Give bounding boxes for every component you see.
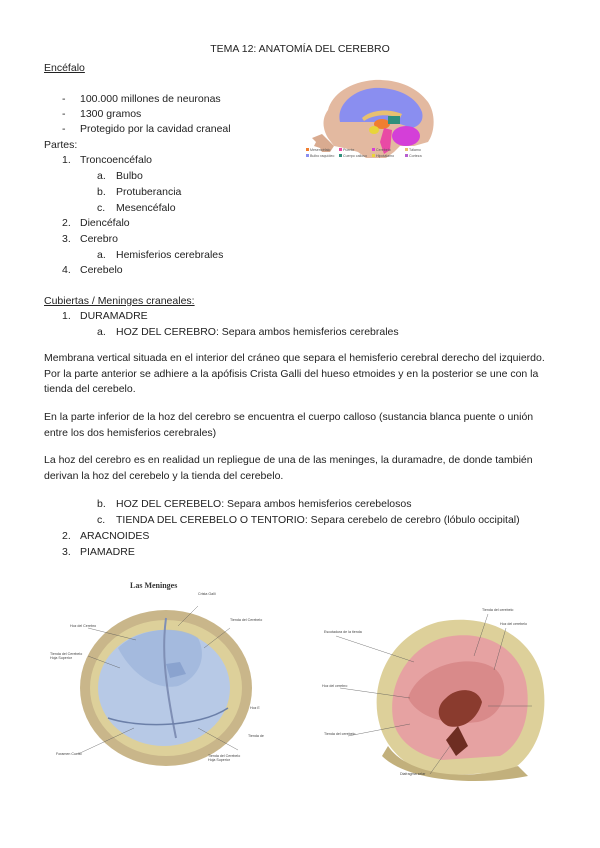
figure-label: Hoz del cerebro [322, 684, 348, 688]
list-subitem: Hemisferios cerebrales [116, 249, 224, 261]
figure-label: Tienda del cerebelo [482, 608, 514, 612]
legend-item: Tálamo [405, 148, 438, 153]
list-subitem: TIENDA DEL CEREBELO O TENTORIO: Separa cerebelo de cerebro (lóbulo occipital) [116, 514, 520, 526]
bullet-dash: - [62, 123, 66, 135]
legend-swatch-icon [339, 154, 342, 157]
hypothalamus-region [369, 126, 379, 134]
list-letter: b. [97, 498, 106, 510]
figure-label: Tienda del Cerebelo Hoja Superior [50, 652, 83, 660]
list-item-part: Cerebro [80, 233, 118, 245]
figure-label: Escotadura de la tienda [324, 630, 362, 634]
fact-item: Protegido por la cavidad craneal [80, 123, 231, 135]
parts-label: Partes: [44, 139, 78, 151]
legend-item: Cuerpo calloso [339, 154, 372, 159]
list-number: 4. [62, 264, 71, 276]
list-subitem: Mesencéfalo [116, 202, 176, 214]
figure-label: Tienda del cerebelo [324, 732, 356, 736]
list-letter: a. [97, 170, 106, 182]
list-number: 3. [62, 233, 71, 245]
legend-swatch-icon [306, 148, 309, 151]
legend-item: Corteza [405, 154, 438, 159]
paragraph: En la parte inferior de la hoz del cerebro se encuentra el cuerpo calloso (sustancia blanca puente o unión entre los dos hemisferios cerebrales) [44, 411, 534, 439]
brain-sagittal-figure [304, 72, 444, 164]
list-subitem: HOZ DEL CEREBELO: Separa ambos hemisferios cerebelosos [116, 498, 412, 510]
figure-label: Tienda del Cerebelo Hoja Superior [208, 754, 241, 762]
list-subitem: Protuberancia [116, 186, 182, 198]
page-title: TEMA 12: ANATOMÍA DEL CEREBRO [210, 43, 390, 55]
list-letter: c. [97, 514, 106, 526]
figure-label: Hoz del Cerebro [70, 624, 97, 628]
list-letter: a. [97, 249, 106, 261]
list-number: 2. [62, 217, 71, 229]
legend-swatch-icon [372, 154, 375, 157]
list-letter: b. [97, 186, 106, 198]
legend-swatch-icon [372, 148, 375, 151]
legend-swatch-icon [405, 148, 408, 151]
list-number: 2. [62, 530, 71, 542]
figure-label: Diafragma selar [400, 772, 426, 776]
section-heading-encefalo: Encéfalo [44, 62, 85, 74]
figure-label: Crista Galli [198, 592, 216, 596]
list-number: 3. [62, 546, 71, 558]
legend-swatch-icon [339, 148, 342, 151]
list-item-meninge: ARACNOIDES [80, 530, 150, 542]
list-letter: a. [97, 326, 106, 338]
list-item-meninge: PIAMADRE [80, 546, 135, 558]
legend-item: Mesencéfalo [306, 148, 339, 153]
figure-label: Tienda de [248, 734, 264, 738]
legend-item: Hipotálamo [372, 154, 405, 159]
list-number: 1. [62, 154, 71, 166]
legend-item: Puente [339, 148, 372, 153]
legend-item: Cerebelo [372, 148, 405, 153]
list-number: 1. [62, 310, 71, 322]
skull-dura-figure [318, 606, 562, 782]
list-item-part: Troncoencéfalo [80, 154, 152, 166]
list-item-meninge: DURAMADRE [80, 310, 148, 322]
ventricle-region [388, 116, 400, 124]
list-subitem: HOZ DEL CEREBRO: Separa ambos hemisferios cerebrales [116, 326, 399, 338]
bullet-dash: - [62, 93, 66, 105]
legend-swatch-icon [405, 154, 408, 157]
figure-label: Hoz E [250, 706, 260, 710]
cerebellum-region [392, 126, 420, 146]
figure-title: Las Meninges [130, 581, 178, 590]
meninges-figure [48, 578, 270, 778]
fact-item: 100.000 millones de neuronas [80, 93, 221, 105]
section-heading-meninges: Cubiertas / Meninges craneales: [44, 295, 195, 307]
list-subitem: Bulbo [116, 170, 143, 182]
list-letter: c. [97, 202, 106, 214]
fact-item: 1300 gramos [80, 108, 142, 120]
figure-label: Tienda del Cerebelo [230, 618, 263, 622]
paragraph: Membrana vertical situada en el interior del cráneo que separa el hemisferio cerebral derecho del izquierdo. Por la parte anterior se adhiere a la apófisis Crista Galli del hueso etmoides y en la posterior se une con la tienda del cerebelo. [44, 352, 545, 395]
figure-label: Hoz del cerebelo [500, 622, 527, 626]
figure-label: Foramen Cuello [56, 752, 82, 756]
brain-legend [306, 148, 442, 160]
legend-item: Bulbo raquídeo [306, 154, 339, 159]
legend-swatch-icon [306, 154, 309, 157]
bullet-dash: - [62, 108, 66, 120]
paragraph: La hoz del cerebro es en realidad un repliegue de una de las meninges, la duramadre, de donde también derivan la hoz del cerebelo y la tienda del cerebelo. [44, 454, 533, 482]
list-item-part: Diencéfalo [80, 217, 130, 229]
list-item-part: Cerebelo [80, 264, 123, 276]
meninges-illustration [48, 578, 270, 778]
